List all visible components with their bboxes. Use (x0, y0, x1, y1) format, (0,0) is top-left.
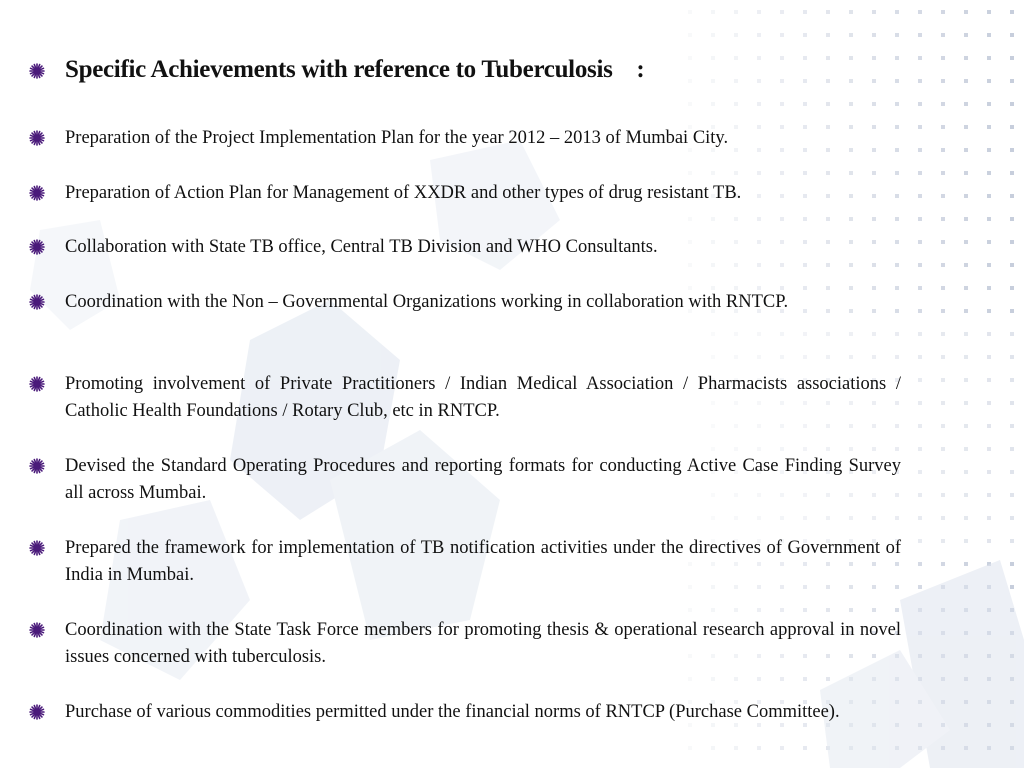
star-bullet-icon (28, 457, 46, 475)
list-item: Purchase of various commodities permitted under the financial norms of RNTCP (Purchase Committee). (65, 702, 840, 722)
star-bullet-icon (28, 703, 46, 721)
list-item: Preparation of Action Plan for Management of XXDR and other types of drug resistant TB. (65, 183, 742, 203)
list-item: Devised the Standard Operating Procedures and reporting formats for conducting Active Case Finding Survey all across Mumbai. (65, 456, 901, 503)
star-bullet-icon (28, 129, 46, 147)
list-item: Coordination with the State Task Force members for promoting thesis & operational research approval in novel issues concerned with tuberculosis. (65, 620, 901, 667)
star-bullet-icon (28, 238, 46, 256)
star-bullet-icon (28, 539, 46, 557)
list-item: Coordination with the Non – Governmental Organizations working in collaboration with RNTCP. (65, 292, 789, 312)
star-bullet-icon (28, 184, 46, 202)
list-item: Promoting involvement of Private Practitioners / Indian Medical Association / Pharmacists associations / Catholic Health Foundations / Rotary Club, etc in RNTCP. (65, 374, 901, 421)
star-bullet-icon (28, 375, 46, 393)
star-bullet-icon (28, 62, 46, 80)
list-item: Preparation of the Project Implementation Plan for the year 2012 – 2013 of Mumbai City. (65, 128, 729, 148)
slide-title: Specific Achievements with reference to Tuberculosis : (65, 56, 645, 83)
list-item: Collaboration with State TB office, Central TB Division and WHO Consultants. (65, 237, 658, 257)
star-bullet-icon (28, 293, 46, 311)
list-item: Prepared the framework for implementation of TB notification activities under the directives of Government of India in Mumbai. (65, 538, 901, 585)
star-bullet-icon (28, 621, 46, 639)
